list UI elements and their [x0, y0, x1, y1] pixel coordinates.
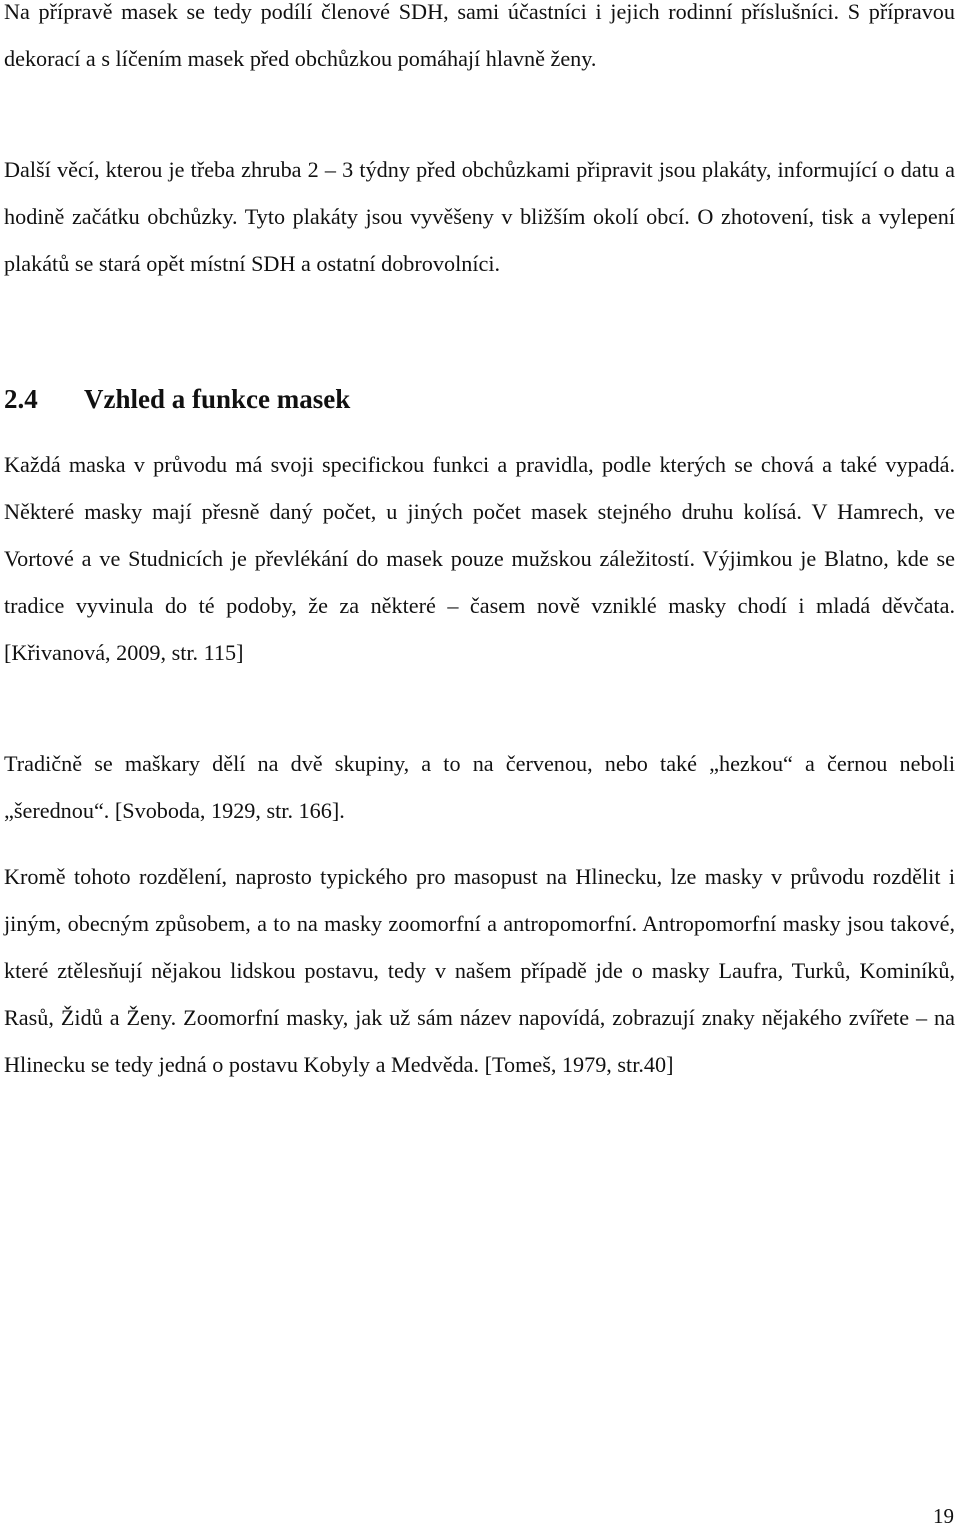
page-number: 19	[933, 1504, 954, 1528]
paragraph-mask-types: Kromě tohoto rozdělení, naprosto typického pro masopust na Hlinecku, lze masky v průvodu rozdělit i jiným, obecným způsobem, a to na masky zoomorfní a antropomorfní. Antropomorfní masky jsou takové, které ztělesňují nějakou lidskou postavu, tedy v našem případě jde o masky Laufra, Turků, Kominíků, Rasů, Židů a Ženy. Zoomorfní masky, jak už sám název napovídá, zobrazují znaky nějakého zvířete – na Hlinecku se tedy jedná o postavu Kobyly a Medvěda. [Tomeš, 1979, str.40]	[4, 864, 955, 1077]
section-number: 2.4	[4, 384, 38, 414]
section-title: Vzhled a funkce masek	[84, 384, 351, 414]
section-heading	[4, 376, 350, 423]
paragraph-mask-functions: Každá maska v průvodu má svoji specifickou funkci a pravidla, podle kterých se chová a také vypadá. Některé masky mají přesně daný počet, u jiných počet masek stejného druhu kolísá. V Hamrech, ve Vortové a ve Studnicích je převlékání do masek pouze mužskou záležitostí. Výjimkou je Blatno, kde se tradice vyvinula do té podoby, že za některé – časem nově vzniklé masky chodí i mladá děvčata. [Křivanová, 2009, str. 115]	[4, 452, 955, 665]
paragraph-mask-groups: Tradičně se maškary dělí na dvě skupiny, a to na červenou, nebo také „hezkou“ a černou neboli „šerednou“. [Svoboda, 1929, str. 166].	[4, 751, 955, 823]
paragraph-posters: Další věcí, kterou je třeba zhruba 2 – 3 týdny před obchůzkami připravit jsou plakáty, informující o datu a hodině začátku obchůzky. Tyto plakáty jsou vyvěšeny v bližším okolí obcí. O zhotovení, tisk a vylepení plakátů se stará opět místní SDH a ostatní dobrovolníci.	[4, 157, 955, 276]
paragraph-mask-preparation: Na přípravě masek se tedy podílí členové SDH, sami účastníci i jejich rodinní příslušníci. S přípravou dekorací a s líčením masek před obchůzkou pomáhají hlavně ženy.	[4, 0, 955, 71]
